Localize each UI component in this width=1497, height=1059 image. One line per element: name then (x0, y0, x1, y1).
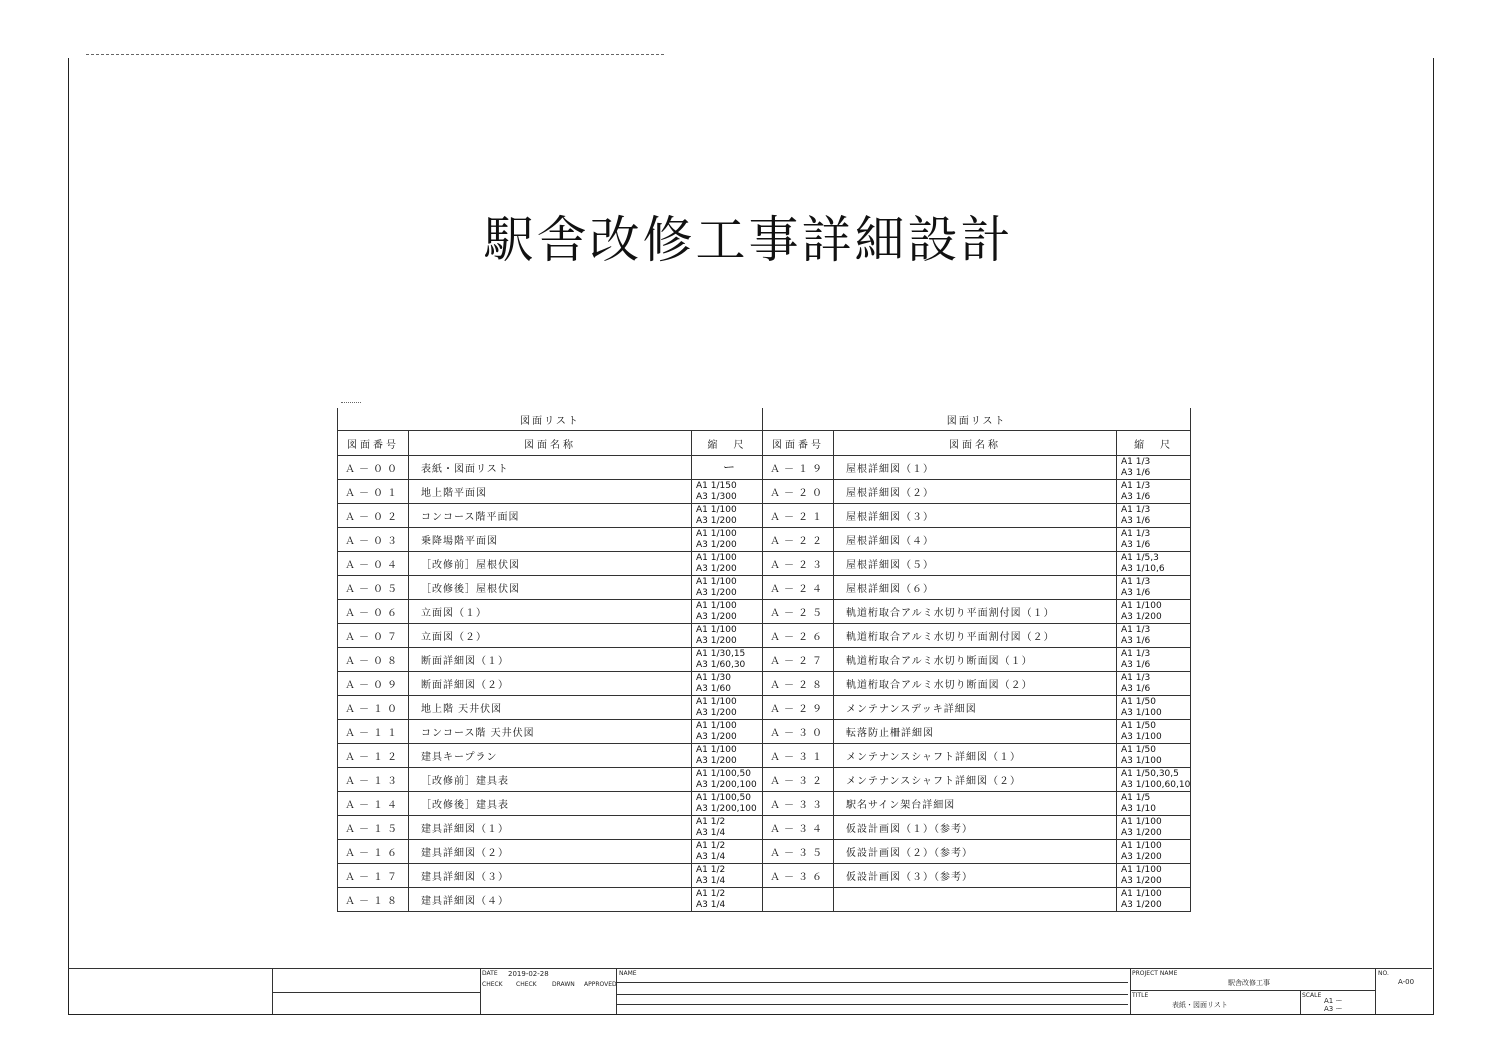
scale-a3: A3 1/200 (696, 707, 737, 718)
table-row (338, 624, 1191, 648)
drawing-name-cell: 軌道桁取合アルミ水切り断面図（１） (834, 648, 1117, 672)
drawing-number-cell: Ａ－０８ (338, 648, 409, 672)
list-title-left: 図面リスト (338, 408, 763, 431)
drawing-scale-cell (1117, 528, 1191, 552)
scale-a1: A1 1/100 (1121, 864, 1162, 875)
scale-a1: A1 1/100 (696, 600, 737, 611)
check2-label: CHECK (516, 981, 537, 988)
drawing-name-cell: メンテナンスシャフト詳細図（２） (834, 768, 1117, 792)
scale-label: SCALE (1302, 992, 1322, 999)
drawing-name-cell: 断面詳細図（１） (409, 648, 692, 672)
scale-a3: A3 1/4 (696, 875, 726, 886)
drawing-scale-cell (692, 528, 763, 552)
list-corner-mark (341, 402, 361, 403)
drawing-number-cell: Ａ－１３ (338, 768, 409, 792)
scale-a1: A1 1/100 (696, 504, 737, 515)
drawing-number-cell: Ａ－０２ (338, 504, 409, 528)
scale-a1: A1 1/5 (1121, 792, 1151, 803)
name-label: NAME (619, 970, 637, 977)
drawing-number-cell: Ａ－００ (338, 456, 409, 480)
drawing-number-cell: Ａ－０５ (338, 576, 409, 600)
drawing-number-cell: Ａ－２７ (763, 648, 834, 672)
drawing-name-cell: 表紙・図面リスト (409, 456, 692, 480)
drawing-name-cell: 屋根詳細図（２） (834, 480, 1117, 504)
scale-a1: A1 1/3 (1121, 456, 1151, 467)
scale-a1: A1 1/3 (1121, 624, 1151, 635)
drawing-name-cell: 建具詳細図（４） (409, 888, 692, 912)
drawing-name-cell: 軌道桁取合アルミ水切り断面図（２） (834, 672, 1117, 696)
drawing-scale-cell (1117, 504, 1191, 528)
drawing-number-cell: Ａ－３５ (763, 840, 834, 864)
drawing-name-cell: 仮設計画図（３）（参考） (834, 864, 1117, 888)
scale-a3: A3 1/300 (696, 491, 737, 502)
scale-a1: A1 1/3 (1121, 480, 1151, 491)
scale-a3: A3 1/100,60,10 (1121, 779, 1191, 790)
table-row (338, 600, 1191, 624)
drawing-number-cell: Ａ－０９ (338, 672, 409, 696)
project-label: PROJECT NAME (1132, 970, 1178, 977)
scale-a3: A3 1/200 (1121, 851, 1162, 862)
scale-a3: A3 1/200 (696, 611, 737, 622)
title-block (68, 968, 1432, 1014)
drawing-number-cell: Ａ－１４ (338, 792, 409, 816)
drawing-scale-cell (692, 456, 763, 480)
scale-a1: A1 1/50 (1121, 720, 1156, 731)
drawing-scale-cell (692, 576, 763, 600)
drawing-number-cell: Ａ－０４ (338, 552, 409, 576)
scale-a1: A1 1/3 (1121, 504, 1151, 515)
table-row (338, 744, 1191, 768)
scale-a1: A1 1/100 (696, 744, 737, 755)
scale-a1: A1 1/100 (696, 720, 737, 731)
table-row (338, 816, 1191, 840)
drawing-name-cell: 屋根詳細図（６） (834, 576, 1117, 600)
scale-a1: A1 1/100,50 (696, 768, 751, 779)
drawing-number-cell: Ａ－１５ (338, 816, 409, 840)
drawing-scale-cell (692, 480, 763, 504)
drawing-scale-cell (692, 672, 763, 696)
scale-a1: A1 1/2 (696, 840, 726, 851)
drawing-scale-cell (1117, 720, 1191, 744)
header-scale-right: 縮 尺 (1117, 431, 1191, 456)
table-row (338, 768, 1191, 792)
drawing-name-cell: 建具詳細図（１） (409, 816, 692, 840)
scale-a1: A1 1/30,15 (696, 648, 746, 659)
drawing-name-cell: 立面図（２） (409, 624, 692, 648)
drawing-name-cell: 地上階 天井伏図 (409, 696, 692, 720)
drawing-list-table (337, 408, 1191, 912)
drawing-name-cell: 地上階平面図 (409, 480, 692, 504)
drawing-scale-cell (1117, 696, 1191, 720)
drawing-scale-cell (1117, 576, 1191, 600)
scale-a3: A3 1/4 (696, 827, 726, 838)
drawing-number-cell: Ａ－０３ (338, 528, 409, 552)
drawing-name-cell: 立面図（１） (409, 600, 692, 624)
scale-a1: A1 1/2 (696, 816, 726, 827)
drawing-name-cell: メンテナンスシャフト詳細図（１） (834, 744, 1117, 768)
header-name-left: 図面名称 (409, 431, 692, 456)
scale-a3: A3 1/6 (1121, 587, 1151, 598)
drawing-name-cell: ［改修前］建具表 (409, 768, 692, 792)
drawing-name-cell (834, 888, 1117, 912)
drawing-number-cell (763, 888, 834, 912)
sheet-title-value: 表紙・図面リスト (1172, 1001, 1228, 1009)
drawing-name-cell: ［改修後］屋根伏図 (409, 576, 692, 600)
drawing-number-cell: Ａ－１７ (338, 864, 409, 888)
drawing-name-cell: 断面詳細図（２） (409, 672, 692, 696)
date-label: DATE (482, 970, 498, 977)
drawing-scale-cell (1117, 624, 1191, 648)
drawing-name-cell: コンコース階 天井伏図 (409, 720, 692, 744)
drawing-number-cell: Ａ－２３ (763, 552, 834, 576)
table-row (338, 552, 1191, 576)
scale-a3: A3 1/200,100 (696, 779, 757, 790)
header-number-right: 図面番号 (763, 431, 834, 456)
drawing-name-cell: 建具キープラン (409, 744, 692, 768)
scale-a3: A3 1/200 (1121, 899, 1162, 910)
scale-a1: A1 1/2 (696, 888, 726, 899)
scale-a3: A3 1/4 (696, 851, 726, 862)
table-row (338, 672, 1191, 696)
drawing-name-cell: 仮設計画図（１）（参考） (834, 816, 1117, 840)
sheet-title-label: TITLE (1132, 992, 1149, 999)
top-border-dash (86, 54, 664, 55)
drawing-number-cell: Ａ－２６ (763, 624, 834, 648)
scale-a1: A1 1/50,30,5 (1121, 768, 1179, 779)
scale-a1: A1 1/150 (696, 480, 737, 491)
drawing-number-cell: Ａ－１２ (338, 744, 409, 768)
scale-a3: A3 1/200 (696, 635, 737, 646)
scale-a3: A3 1/100 (1121, 731, 1162, 742)
drawing-name-cell: ［改修前］屋根伏図 (409, 552, 692, 576)
scale-a1: A1 1/3 (1121, 528, 1151, 539)
scale-a1: A1 1/100 (696, 528, 737, 539)
scale-a1: A1 1/2 (696, 864, 726, 875)
drawing-scale-cell (1117, 768, 1191, 792)
drawing-number-cell: Ａ－１１ (338, 720, 409, 744)
drawing-number-cell: Ａ－０７ (338, 624, 409, 648)
drawing-name-cell: 屋根詳細図（４） (834, 528, 1117, 552)
drawing-number-cell: Ａ－１０ (338, 696, 409, 720)
drawing-title: 駅舎改修工事詳細設計 (483, 211, 1014, 269)
drawing-scale-cell (692, 864, 763, 888)
scale-a1: A1 1/100,50 (696, 792, 751, 803)
drawing-name-cell: 駅名サイン架台詳細図 (834, 792, 1117, 816)
drawing-number-cell: Ａ－３０ (763, 720, 834, 744)
table-row (338, 792, 1191, 816)
table-row (338, 720, 1191, 744)
drawing-name-cell: 屋根詳細図（５） (834, 552, 1117, 576)
header-scale-left: 縮 尺 (692, 431, 763, 456)
scale-a3: A3 1/4 (696, 899, 726, 910)
drawing-name-cell: 屋根詳細図（３） (834, 504, 1117, 528)
drawing-number-cell: Ａ－２１ (763, 504, 834, 528)
date-value: 2019-02-28 (508, 970, 549, 978)
scale-a1: A1 1/3 (1121, 648, 1151, 659)
drawing-scale-cell (1117, 600, 1191, 624)
drawing-name-cell: 軌道桁取合アルミ水切り平面割付図（１） (834, 600, 1117, 624)
drawing-scale-cell (1117, 744, 1191, 768)
header-name-right: 図面名称 (834, 431, 1117, 456)
drawing-scale-cell (1117, 840, 1191, 864)
table-row (338, 528, 1191, 552)
table-row (338, 504, 1191, 528)
drawing-scale-cell (1117, 672, 1191, 696)
drawing-scale-cell (1117, 648, 1191, 672)
scale-a1: A1 1/50 (1121, 696, 1156, 707)
drawing-name-cell: 仮設計画図（２）（参考） (834, 840, 1117, 864)
scale-a3: A3 1/200 (696, 539, 737, 550)
drawing-scale-cell (1117, 552, 1191, 576)
drawing-number-cell: Ａ－２８ (763, 672, 834, 696)
drawing-number-cell: Ａ－３２ (763, 768, 834, 792)
table-row (338, 864, 1191, 888)
list-title-right: 図面リスト (763, 408, 1191, 431)
scale-a1: A1 1/100 (696, 696, 737, 707)
drawing-scale-cell (1117, 792, 1191, 816)
drawing-number-cell: Ａ－１６ (338, 840, 409, 864)
drawing-scale-cell (692, 648, 763, 672)
drawing-name-cell: 建具詳細図（３） (409, 864, 692, 888)
drawing-number-cell: Ａ－２０ (763, 480, 834, 504)
scale-a3: A3 1/6 (1121, 683, 1151, 694)
drawing-number-cell: Ａ－０１ (338, 480, 409, 504)
drawing-number-cell: Ａ－２５ (763, 600, 834, 624)
scale-a3: A3 1/200 (1121, 827, 1162, 838)
drawing-name-cell: 軌道桁取合アルミ水切り平面割付図（２） (834, 624, 1117, 648)
drawing-scale-cell (692, 888, 763, 912)
drawing-scale-cell (692, 816, 763, 840)
scale-a1: A1 1/100 (1121, 840, 1162, 851)
scale-a3: A3 1/10 (1121, 803, 1156, 814)
scale-a3: A3 1/100 (1121, 755, 1162, 766)
table-row (338, 648, 1191, 672)
drawn-label: DRAWN (552, 981, 575, 988)
table-row (338, 888, 1191, 912)
scale-a1: A1 1/100 (696, 624, 737, 635)
drawing-number-cell: Ａ－１８ (338, 888, 409, 912)
drawing-number-cell: Ａ－０６ (338, 600, 409, 624)
scale-a3: A3 1/6 (1121, 635, 1151, 646)
header-number-left: 図面番号 (338, 431, 409, 456)
table-row (338, 576, 1191, 600)
drawing-scale-cell (1117, 864, 1191, 888)
drawing-number-cell: Ａ－２４ (763, 576, 834, 600)
drawing-scale-cell (692, 792, 763, 816)
drawing-number-cell: Ａ－３３ (763, 792, 834, 816)
scale-a1: A1 1/100 (1121, 888, 1162, 899)
scale-a3: A3 1/200,100 (696, 803, 757, 814)
check-label: CHECK (482, 981, 503, 988)
drawing-number-cell: Ａ－２２ (763, 528, 834, 552)
scale-a1: A1 ー (1324, 997, 1343, 1005)
scale-a1: A1 1/100 (1121, 816, 1162, 827)
table-row (338, 840, 1191, 864)
scale-a1: A1 1/100 (696, 576, 737, 587)
scale-a3: A3 1/6 (1121, 659, 1151, 670)
drawing-scale-cell (692, 720, 763, 744)
scale-a3: A3 1/6 (1121, 515, 1151, 526)
drawing-number-cell: Ａ－３１ (763, 744, 834, 768)
drawing-scale-cell (1117, 456, 1191, 480)
scale-a3: A3 1/200 (696, 587, 737, 598)
table-row (338, 456, 1191, 480)
scale-a1: A1 1/5,3 (1121, 552, 1159, 563)
scale-a3: A3 1/200 (1121, 875, 1162, 886)
scale-a3: A3 1/60 (696, 683, 731, 694)
drawing-number-cell: Ａ－３４ (763, 816, 834, 840)
project-value: 駅舎改修工事 (1228, 979, 1270, 987)
scale-a3: A3 1/6 (1121, 467, 1151, 478)
drawing-number-cell: Ａ－３６ (763, 864, 834, 888)
drawing-scale-cell (1117, 816, 1191, 840)
scale-a1: A1 1/100 (1121, 600, 1162, 611)
drawing-scale-cell (692, 624, 763, 648)
drawing-number-cell: Ａ－１９ (763, 456, 834, 480)
scale-a1: A1 1/100 (696, 552, 737, 563)
drawing-name-cell: コンコース階平面図 (409, 504, 692, 528)
drawing-name-cell: ［改修後］建具表 (409, 792, 692, 816)
scale-a1: ー (722, 460, 735, 474)
scale-a3: A3 1/6 (1121, 491, 1151, 502)
scale-a1: A1 1/3 (1121, 672, 1151, 683)
scale-a3: A3 1/200 (1121, 611, 1162, 622)
table-row (338, 696, 1191, 720)
scale-a3: A3 1/100 (1121, 707, 1162, 718)
scale-a3: A3 1/200 (696, 563, 737, 574)
approved-label: APPROVED (584, 981, 617, 988)
scale-a3: A3 1/10,6 (1121, 563, 1165, 574)
drawing-scale-cell (1117, 888, 1191, 912)
scale-a1: A1 1/50 (1121, 744, 1156, 755)
drawing-scale-cell (692, 552, 763, 576)
no-label: NO. (1378, 970, 1389, 977)
scale-a3: A3 1/6 (1121, 539, 1151, 550)
scale-a3: A3 1/200 (696, 755, 737, 766)
drawing-name-cell: メンテナンスデッキ詳細図 (834, 696, 1117, 720)
drawing-number: A-00 (1398, 978, 1415, 986)
drawing-scale-cell (692, 696, 763, 720)
scale-a1: A1 1/30 (696, 672, 731, 683)
drawing-name-cell: 乗降場階平面図 (409, 528, 692, 552)
drawing-name-cell: 転落防止柵詳細図 (834, 720, 1117, 744)
drawing-name-cell: 屋根詳細図（１） (834, 456, 1117, 480)
scale-a3: A3 1/200 (696, 515, 737, 526)
scale-a3: A3 1/200 (696, 731, 737, 742)
drawing-scale-cell (692, 840, 763, 864)
drawing-number-cell: Ａ－２９ (763, 696, 834, 720)
drawing-scale-cell (692, 504, 763, 528)
drawing-scale-cell (692, 744, 763, 768)
scale-a3: A3 1/60,30 (696, 659, 746, 670)
drawing-list (337, 408, 1191, 912)
drawing-scale-cell (692, 600, 763, 624)
drawing-scale-cell (692, 768, 763, 792)
drawing-scale-cell (1117, 480, 1191, 504)
drawing-name-cell: 建具詳細図（２） (409, 840, 692, 864)
scale-a1: A1 1/3 (1121, 576, 1151, 587)
scale-a3: A3 ー (1324, 1005, 1343, 1013)
table-row (338, 480, 1191, 504)
